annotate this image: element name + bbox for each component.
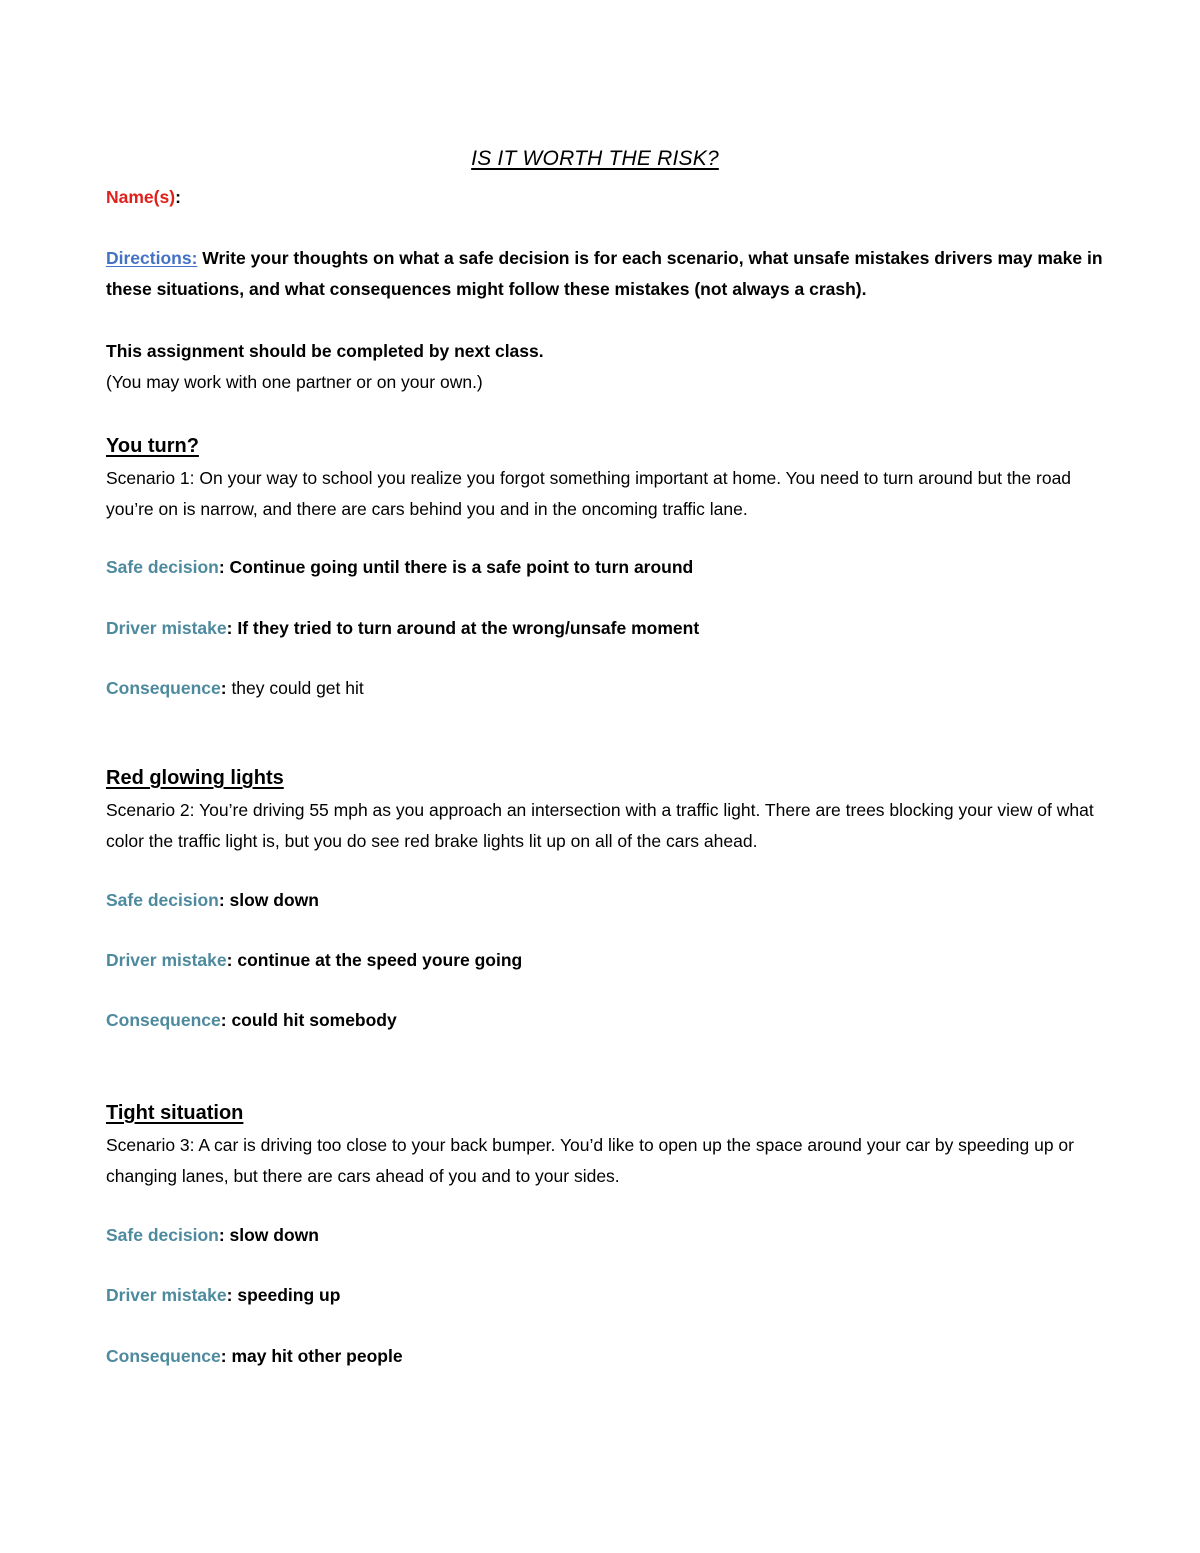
section-1-scenario: Scenario 1: On your way to school you realize you forgot something important at home. You need to turn around but the road you’re on is narrow, and there are cars behind you and in the oncoming traffic lane. bbox=[106, 468, 1072, 519]
directions-text: Write your thoughts on what a safe decision is for each scenario, what unsafe mistakes drivers may make in these situations, and what consequences might follow these mistakes (not always a crash). bbox=[106, 248, 1103, 299]
section-3-consequence bbox=[106, 1341, 403, 1371]
directions-label: Directions: bbox=[106, 248, 198, 268]
partner-note: (You may work with one partner or on your own.) bbox=[106, 372, 483, 392]
section-1-safe-decision bbox=[106, 552, 693, 582]
consequence-answer: could hit somebody bbox=[226, 1010, 397, 1030]
colon: : bbox=[220, 1346, 227, 1366]
section-3-scenario: Scenario 3: A car is driving too close to your back bumper. You’d like to open up the space around your car by speeding up or changing lanes, but there are cars ahead of you and to your sides. bbox=[106, 1135, 1074, 1186]
driver-mistake-answer: continue at the speed youre going bbox=[232, 950, 523, 970]
section-2-safe-decision bbox=[106, 885, 319, 915]
names-label: Name(s) bbox=[106, 187, 176, 207]
safe-decision-label: Safe decision bbox=[106, 890, 219, 910]
section-1-driver-mistake bbox=[106, 613, 699, 643]
names-colon: : bbox=[175, 187, 181, 207]
driver-mistake-answer: If they tried to turn around at the wrong/unsafe moment bbox=[232, 618, 700, 638]
consequence-label: Consequence bbox=[106, 678, 221, 698]
colon: : bbox=[220, 678, 227, 698]
colon: : bbox=[226, 1285, 233, 1305]
section-1-heading: You turn? bbox=[106, 435, 199, 457]
section-2-heading: Red glowing lights bbox=[106, 767, 284, 789]
colon: : bbox=[220, 1010, 227, 1030]
page-title: IS IT WORTH THE RISK? bbox=[471, 147, 719, 170]
colon: : bbox=[218, 557, 225, 577]
driver-mistake-label: Driver mistake bbox=[106, 618, 227, 638]
safe-decision-label: Safe decision bbox=[106, 557, 219, 577]
section-2-driver-mistake bbox=[106, 945, 522, 975]
colon: : bbox=[218, 890, 225, 910]
colon: : bbox=[218, 1225, 225, 1245]
consequence-label: Consequence bbox=[106, 1346, 221, 1366]
colon: : bbox=[226, 618, 233, 638]
consequence-answer: may hit other people bbox=[226, 1346, 403, 1366]
driver-mistake-answer: speeding up bbox=[232, 1285, 341, 1305]
section-2-consequence bbox=[106, 1005, 397, 1035]
section-2-scenario: Scenario 2: You’re driving 55 mph as you approach an intersection with a traffic light. There are trees blocking your view of what color the traffic light is, but you do see red brake lights lit up on all of the cars ahead. bbox=[106, 800, 1094, 851]
assignment-due: This assignment should be completed by next class. bbox=[106, 341, 544, 361]
safe-decision-label: Safe decision bbox=[106, 1225, 219, 1245]
section-3-heading: Tight situation bbox=[106, 1102, 244, 1124]
consequence-answer: they could get hit bbox=[226, 678, 364, 698]
consequence-label: Consequence bbox=[106, 1010, 221, 1030]
names-line bbox=[106, 182, 181, 212]
safe-decision-answer: slow down bbox=[224, 1225, 319, 1245]
section-3-driver-mistake bbox=[106, 1280, 340, 1310]
safe-decision-answer: slow down bbox=[224, 890, 319, 910]
safe-decision-answer: Continue going until there is a safe point to turn around bbox=[224, 557, 694, 577]
section-3-safe-decision bbox=[106, 1220, 319, 1250]
section-1-consequence bbox=[106, 673, 364, 703]
driver-mistake-label: Driver mistake bbox=[106, 950, 227, 970]
colon: : bbox=[226, 950, 233, 970]
driver-mistake-label: Driver mistake bbox=[106, 1285, 227, 1305]
directions-paragraph bbox=[106, 243, 1106, 304]
